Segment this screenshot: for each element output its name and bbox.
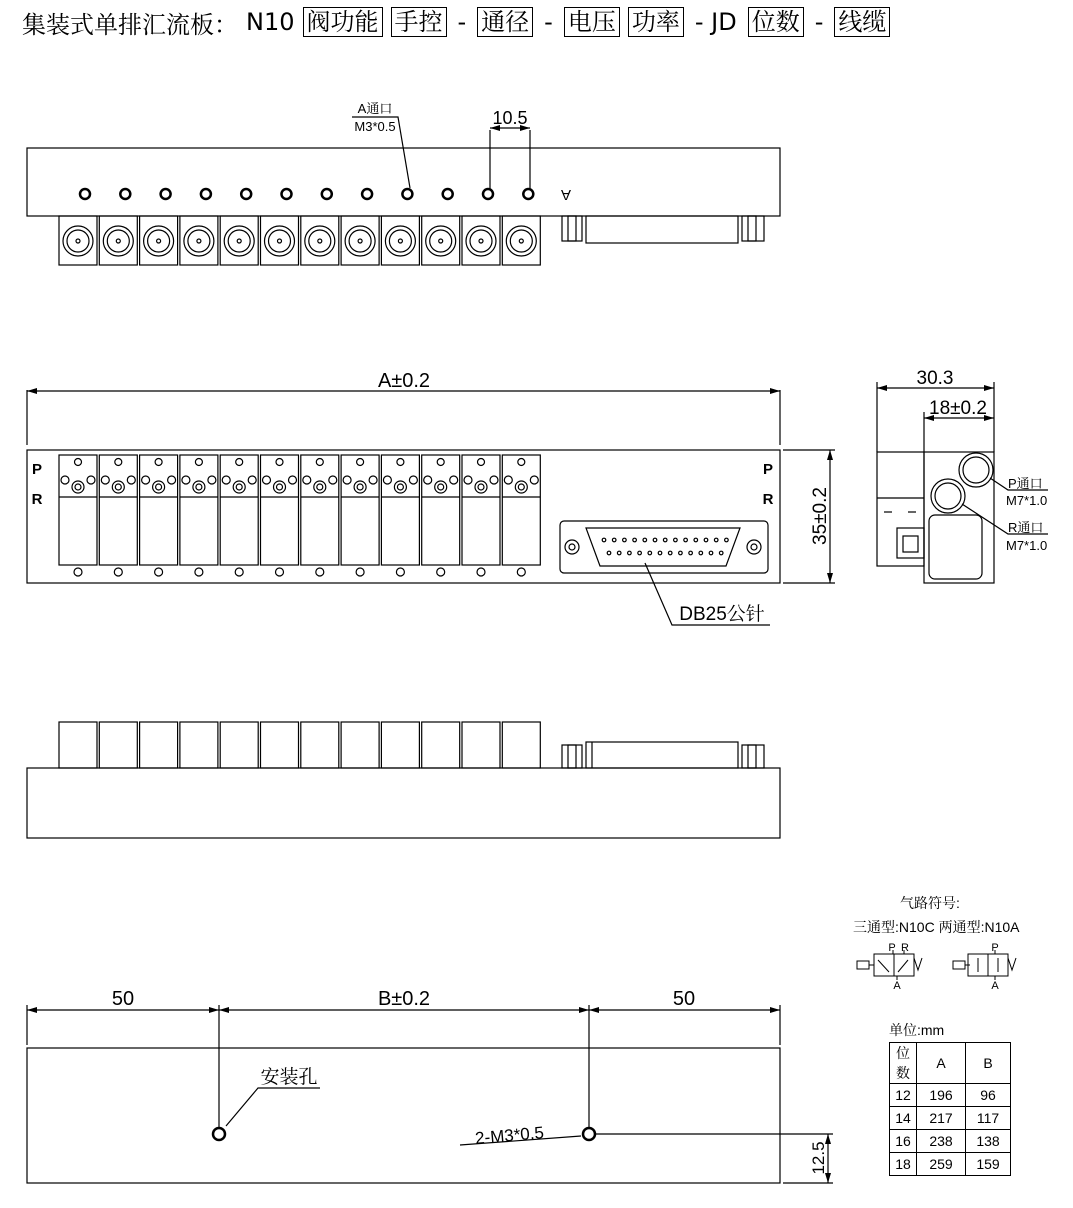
table-cell: 96 xyxy=(966,1084,1011,1107)
sym-p-label-3way: P xyxy=(888,942,896,954)
valve-screw-inner xyxy=(156,484,162,490)
valve-screw-inner xyxy=(357,484,363,490)
valve-indicator xyxy=(115,459,122,466)
valve-front xyxy=(462,455,500,565)
valve-front xyxy=(99,455,137,565)
valve-indicator xyxy=(195,459,202,466)
valve-screw xyxy=(72,481,84,493)
a-port-spec: M3*0.5 xyxy=(354,119,396,134)
unit-label: 单位:mm xyxy=(889,1022,945,1038)
db25-pin xyxy=(602,538,606,542)
table-header-row xyxy=(890,1043,1011,1084)
valve-port-small xyxy=(424,476,432,484)
db25-pin xyxy=(628,551,632,555)
dim-mid-label: B±0.2 xyxy=(377,988,431,1010)
valve-front xyxy=(59,455,97,565)
table-row xyxy=(890,1084,1011,1107)
height-dim-label: 35±0.2 xyxy=(810,487,831,545)
dim-right-label: 50 xyxy=(672,988,696,1010)
valve-screw xyxy=(274,481,286,493)
r-port-circle xyxy=(931,479,965,513)
mount-hole-front xyxy=(316,568,324,576)
manual-override-inner xyxy=(269,230,291,252)
port-hole xyxy=(241,189,251,199)
valve-screw-inner xyxy=(397,484,403,490)
sym-a-label-3way: A xyxy=(893,980,901,992)
title-model: N10 xyxy=(246,8,295,36)
top-view xyxy=(27,117,780,265)
valve-screw xyxy=(153,481,165,493)
port-hole xyxy=(362,189,372,199)
mount-hole-front xyxy=(235,568,243,576)
valve-front xyxy=(502,455,540,565)
valve-port-small xyxy=(530,476,538,484)
valve-screw-inner xyxy=(317,484,323,490)
sym-p-label-2way: P xyxy=(991,942,999,954)
table-cell: 217 xyxy=(917,1107,966,1130)
mount-hole-front xyxy=(437,568,445,576)
title-separator: - xyxy=(544,8,553,36)
valve-screw-inner xyxy=(75,484,81,490)
manual-override-dot xyxy=(358,239,362,243)
manual-override-inner xyxy=(309,230,331,252)
mounting-hole-right xyxy=(583,1128,595,1140)
valve-screw xyxy=(515,481,527,493)
valve-port-small xyxy=(303,476,311,484)
mount-hole-front xyxy=(195,568,203,576)
mount-hole-front xyxy=(356,568,364,576)
valve-port-small xyxy=(490,476,498,484)
valve-top xyxy=(502,216,540,265)
valve-screw xyxy=(354,481,366,493)
p-port-spec: M7*1.0 xyxy=(1006,493,1048,508)
valve-port-small xyxy=(329,476,337,484)
valve-indicator xyxy=(276,459,283,466)
mount-hole-front xyxy=(155,568,163,576)
depth-dim-label: 30.3 xyxy=(916,368,954,389)
port-hole xyxy=(523,189,533,199)
valve-front xyxy=(140,455,178,565)
valve-port-small xyxy=(383,476,391,484)
hole-leader xyxy=(226,1088,320,1126)
table-cell: 238 xyxy=(917,1130,966,1153)
r-port-spec: M7*1.0 xyxy=(1006,538,1048,553)
elevation-base xyxy=(27,768,780,838)
valve-port-small xyxy=(263,476,271,484)
manual-override-inner xyxy=(430,230,452,252)
table-cell: 14 xyxy=(890,1107,917,1130)
valve-screw xyxy=(435,481,447,493)
pitch-label: 10.5 xyxy=(492,108,528,128)
valve-port-small xyxy=(369,476,377,484)
sym-a-label-2way: A xyxy=(991,980,999,992)
db25-pin xyxy=(689,551,693,555)
title-part-stations: 位数 xyxy=(748,7,804,37)
db25-pin xyxy=(719,551,723,555)
title-separator: - xyxy=(814,8,824,36)
elevation-connector xyxy=(562,742,764,768)
valve-screw-inner xyxy=(115,484,121,490)
port-hole xyxy=(120,189,130,199)
table-cell: 16 xyxy=(890,1130,917,1153)
valve-front xyxy=(261,455,299,565)
port-hole xyxy=(161,189,171,199)
width-dim-label: A±0.2 xyxy=(377,370,431,392)
title-part-power: 功率 xyxy=(628,7,684,37)
valve-top xyxy=(220,216,258,265)
valve-port-small xyxy=(450,476,458,484)
valve-port-small xyxy=(101,476,109,484)
table-cell: 196 xyxy=(917,1084,966,1107)
valve-port-small xyxy=(504,476,512,484)
title-part-manual: 手控 xyxy=(391,7,447,37)
valve-elevation xyxy=(180,722,218,768)
valve-elevation xyxy=(502,722,540,768)
manual-override-dot xyxy=(278,239,282,243)
db25-pin xyxy=(704,538,708,542)
valve-indicator xyxy=(437,459,444,466)
manual-override-dot xyxy=(398,239,402,243)
p-port-circle xyxy=(959,453,993,487)
db25-pin xyxy=(612,538,616,542)
manual-override-dot xyxy=(76,239,80,243)
db25-pin xyxy=(623,538,627,542)
valve-indicator xyxy=(236,459,243,466)
title-prefix: 集装式单排汇流板： xyxy=(22,10,238,39)
db25-pin xyxy=(674,538,678,542)
valve-front xyxy=(341,455,379,565)
manual-override-inner xyxy=(510,230,532,252)
port-hole xyxy=(443,189,453,199)
db25-pin xyxy=(684,538,688,542)
db25-pin xyxy=(663,538,667,542)
dim-left-label: 50 xyxy=(111,988,135,1010)
elevation-valve-row xyxy=(59,722,540,768)
mount-hole-front xyxy=(396,568,404,576)
db25-pin xyxy=(638,551,642,555)
elevation-view xyxy=(27,722,780,838)
table-header: B xyxy=(966,1043,1011,1084)
db25-pin xyxy=(694,538,698,542)
front-view xyxy=(27,390,835,625)
side-valve-block xyxy=(877,452,924,566)
valve-top xyxy=(261,216,299,265)
db25-label: DB25公针 xyxy=(679,604,765,625)
db25-pin xyxy=(709,551,713,555)
port-hole xyxy=(483,189,493,199)
valve-port-small xyxy=(87,476,95,484)
valve-elevation xyxy=(59,722,97,768)
table-header: A xyxy=(917,1043,966,1084)
mount-hole-front xyxy=(276,568,284,576)
table-cell: 138 xyxy=(966,1130,1011,1153)
manual-override-inner xyxy=(188,230,210,252)
port-hole xyxy=(402,189,412,199)
bottom-view-base xyxy=(27,1048,780,1183)
top-valve-row xyxy=(59,216,540,265)
dimension-table xyxy=(889,1042,1011,1176)
manual-override-dot xyxy=(318,239,322,243)
table-header: 位数 xyxy=(890,1043,917,1084)
valve-elevation xyxy=(99,722,137,768)
valve-screw xyxy=(233,481,245,493)
db25-pins xyxy=(602,538,728,555)
manual-override-inner xyxy=(228,230,250,252)
valve-indicator xyxy=(75,459,82,466)
db25-pin xyxy=(699,551,703,555)
valve-port-small xyxy=(142,476,150,484)
table-cell: 159 xyxy=(966,1153,1011,1176)
manual-override-dot xyxy=(439,239,443,243)
valve-indicator xyxy=(155,459,162,466)
valve-screw-inner xyxy=(196,484,202,490)
right-r-label: R xyxy=(762,491,774,508)
valve-indicator xyxy=(316,459,323,466)
title-part-cable: 线缆 xyxy=(834,7,890,37)
valve-top xyxy=(140,216,178,265)
pneumatic-symbol-3way xyxy=(857,950,922,980)
table-row xyxy=(890,1153,1011,1176)
edge-dim-label: 12.5 xyxy=(809,1141,828,1175)
manual-override-dot xyxy=(519,239,523,243)
title-part-voltage: 电压 xyxy=(564,7,620,37)
db25-pin xyxy=(653,538,657,542)
right-p-label: P xyxy=(762,461,774,478)
symbol-title: 气路符号: xyxy=(900,895,960,911)
valve-top xyxy=(99,216,137,265)
valve-port-small xyxy=(208,476,216,484)
valve-elevation xyxy=(462,722,500,768)
valve-screw-inner xyxy=(478,484,484,490)
db25-pin xyxy=(617,551,621,555)
title-separator: - xyxy=(457,8,467,36)
hole-spec-label: 2-M3*0.5 xyxy=(474,1123,545,1148)
manual-override-dot xyxy=(157,239,161,243)
valve-elevation xyxy=(381,722,419,768)
valve-port-small xyxy=(464,476,472,484)
mount-hole-front xyxy=(477,568,485,576)
valve-front xyxy=(301,455,339,565)
pneumatic-symbol-2way xyxy=(953,950,1016,980)
table-cell: 12 xyxy=(890,1084,917,1107)
manual-override-dot xyxy=(237,239,241,243)
valve-port-small xyxy=(289,476,297,484)
left-p-label: P xyxy=(31,461,43,478)
valve-indicator xyxy=(478,459,485,466)
sym-r-label-3way: R xyxy=(901,942,909,954)
left-r-label: R xyxy=(31,491,43,508)
valve-port-small xyxy=(127,476,135,484)
manual-override-inner xyxy=(107,230,129,252)
mount-hole-front xyxy=(114,568,122,576)
db25-connector xyxy=(560,521,768,573)
valve-top xyxy=(462,216,500,265)
manual-override-dot xyxy=(479,239,483,243)
db25-pin xyxy=(643,538,647,542)
db25-pin xyxy=(633,538,637,542)
valve-top xyxy=(59,216,97,265)
db25-pin xyxy=(714,538,718,542)
valve-port-small xyxy=(248,476,256,484)
mounting-hole-left xyxy=(213,1128,225,1140)
db25-pin xyxy=(648,551,652,555)
table-cell: 117 xyxy=(966,1107,1011,1130)
bottom-view xyxy=(27,1005,833,1183)
valve-elevation xyxy=(220,722,258,768)
title-part-valve-function: 阀功能 xyxy=(303,7,383,37)
valve-screw xyxy=(193,481,205,493)
valve-port-small xyxy=(222,476,230,484)
valve-screw xyxy=(314,481,326,493)
valve-port-small xyxy=(343,476,351,484)
db25-pin xyxy=(668,551,672,555)
valve-port-small xyxy=(409,476,417,484)
valve-front xyxy=(220,455,258,565)
valve-indicator xyxy=(518,459,525,466)
front-valve-row xyxy=(59,455,540,576)
manual-override-inner xyxy=(67,230,89,252)
valve-top xyxy=(301,216,339,265)
r-port-label: R通口 xyxy=(1008,520,1044,535)
top-port-holes xyxy=(80,189,533,199)
valve-port-small xyxy=(182,476,190,484)
db25-pin xyxy=(658,551,662,555)
symbol-types: 三通型:N10C 两通型:N10A xyxy=(853,919,1020,935)
port-hole xyxy=(80,189,90,199)
valve-elevation xyxy=(341,722,379,768)
valve-indicator xyxy=(357,459,364,466)
table-row xyxy=(890,1107,1011,1130)
valve-elevation xyxy=(140,722,178,768)
db25-pin xyxy=(607,551,611,555)
top-side-letter: A xyxy=(560,186,572,203)
table-cell: 18 xyxy=(890,1153,917,1176)
valve-port-small xyxy=(61,476,69,484)
top-view-base xyxy=(27,148,780,216)
port-hole xyxy=(282,189,292,199)
table-cell: 259 xyxy=(917,1153,966,1176)
manual-override-inner xyxy=(349,230,371,252)
manual-override-inner xyxy=(148,230,170,252)
valve-top xyxy=(422,216,460,265)
mount-hole-front xyxy=(74,568,82,576)
valve-elevation xyxy=(301,722,339,768)
mounting-hole-label: 安装孔 xyxy=(260,1067,318,1088)
top-connector xyxy=(562,216,764,243)
body-dim-label: 18±0.2 xyxy=(929,398,987,419)
a-port-label: A通口 xyxy=(357,101,393,116)
valve-screw-inner xyxy=(438,484,444,490)
valve-top xyxy=(381,216,419,265)
valve-indicator xyxy=(397,459,404,466)
manual-override-inner xyxy=(470,230,492,252)
valve-screw xyxy=(394,481,406,493)
valve-elevation xyxy=(261,722,299,768)
valve-screw-inner xyxy=(277,484,283,490)
valve-top xyxy=(341,216,379,265)
title-part-bore: 通径 xyxy=(477,7,533,37)
table-row xyxy=(890,1130,1011,1153)
p-port-label: P通口 xyxy=(1008,476,1043,491)
valve-port-small xyxy=(168,476,176,484)
valve-front xyxy=(422,455,460,565)
valve-screw-inner xyxy=(518,484,524,490)
title-separator-jd: - JD xyxy=(694,8,737,36)
db25-pin xyxy=(725,538,729,542)
manual-override-inner xyxy=(389,230,411,252)
valve-screw-inner xyxy=(236,484,242,490)
port-hole xyxy=(322,189,332,199)
valve-front xyxy=(180,455,218,565)
db25-pin xyxy=(679,551,683,555)
valve-front xyxy=(381,455,419,565)
port-hole xyxy=(201,189,211,199)
valve-elevation xyxy=(422,722,460,768)
valve-top xyxy=(180,216,218,265)
manual-override-dot xyxy=(197,239,201,243)
valve-screw xyxy=(112,481,124,493)
mount-hole-front xyxy=(517,568,525,576)
valve-screw xyxy=(475,481,487,493)
manual-override-dot xyxy=(116,239,120,243)
